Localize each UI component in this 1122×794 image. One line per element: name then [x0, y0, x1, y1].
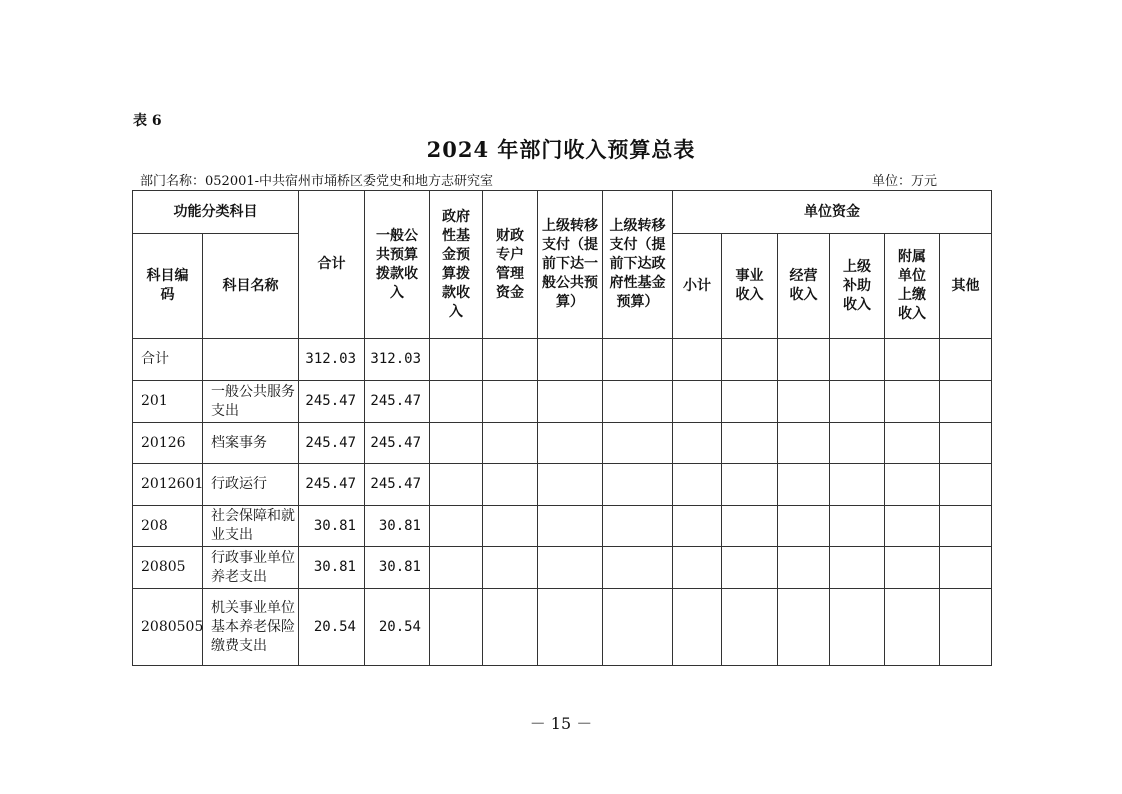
row-general: 30.81: [365, 547, 430, 589]
header-unit-funds: 单位资金: [673, 191, 992, 234]
page-title: 2024 年部门收入预算总表: [426, 137, 696, 162]
header-superior-subsidy: 上级补助收入: [830, 234, 885, 339]
table-row: [133, 464, 992, 506]
row-code: 20126: [133, 423, 203, 464]
row-general: 245.47: [365, 464, 430, 506]
row-code: 合计: [133, 339, 203, 381]
row-general: 30.81: [365, 506, 430, 547]
row-code: 2012601: [133, 464, 203, 506]
table-row: [133, 589, 992, 666]
header-total: 合计: [299, 191, 365, 339]
header-business-income: 事业收入: [722, 234, 778, 339]
table-label: 表 6: [133, 113, 162, 129]
row-name: 一般公共服务支出: [203, 381, 299, 423]
header-superior-fund: 上级转移支付（提前下达政府性基金预算）: [603, 191, 673, 339]
row-code: 20805: [133, 547, 203, 589]
row-general: 245.47: [365, 381, 430, 423]
budget-table: [132, 190, 992, 666]
header-func-category: 功能分类科目: [133, 191, 299, 234]
department-name: 部门名称：052001-中共宿州市埇桥区委党史和地方志研究室: [140, 174, 494, 189]
table-row: [133, 423, 992, 464]
table-row: [133, 339, 992, 381]
header-subtotal: 小计: [673, 234, 722, 339]
header-other: 其他: [940, 234, 992, 339]
table-row: [133, 506, 992, 547]
row-total: 30.81: [299, 506, 365, 547]
row-total: 30.81: [299, 547, 365, 589]
row-name: 机关事业单位基本养老保险缴费支出: [203, 589, 299, 666]
row-name: [203, 339, 299, 381]
table-row: [133, 547, 992, 589]
row-general: 20.54: [365, 589, 430, 666]
row-total: 245.47: [299, 381, 365, 423]
row-total: 245.47: [299, 464, 365, 506]
row-code: 208: [133, 506, 203, 547]
row-name: 社会保障和就业支出: [203, 506, 299, 547]
header-subject-name: 科目名称: [203, 234, 299, 339]
row-total: 245.47: [299, 423, 365, 464]
row-total: 312.03: [299, 339, 365, 381]
header-operating-income: 经营收入: [778, 234, 830, 339]
unit-label: 单位：万元: [872, 174, 938, 189]
row-code: 2080505: [133, 589, 203, 666]
row-general: 245.47: [365, 423, 430, 464]
header-affiliated-income: 附属单位上缴收入: [885, 234, 940, 339]
row-name: 档案事务: [203, 423, 299, 464]
header-subject-code: 科目编码: [133, 234, 203, 339]
header-superior-general: 上级转移支付（提前下达一般公共预算）: [538, 191, 603, 339]
header-gov-fund: 政府性基金预算拨款收入: [430, 191, 483, 339]
header-general-budget: 一般公共预算拨款收入: [365, 191, 430, 339]
row-total: 20.54: [299, 589, 365, 666]
table-row: [133, 381, 992, 423]
row-name: 行政事业单位养老支出: [203, 547, 299, 589]
header-fiscal-special: 财政专户管理资金: [483, 191, 538, 339]
row-name: 行政运行: [203, 464, 299, 506]
row-general: 312.03: [365, 339, 430, 381]
row-code: 201: [133, 381, 203, 423]
page-number: － 15 －: [529, 714, 593, 733]
